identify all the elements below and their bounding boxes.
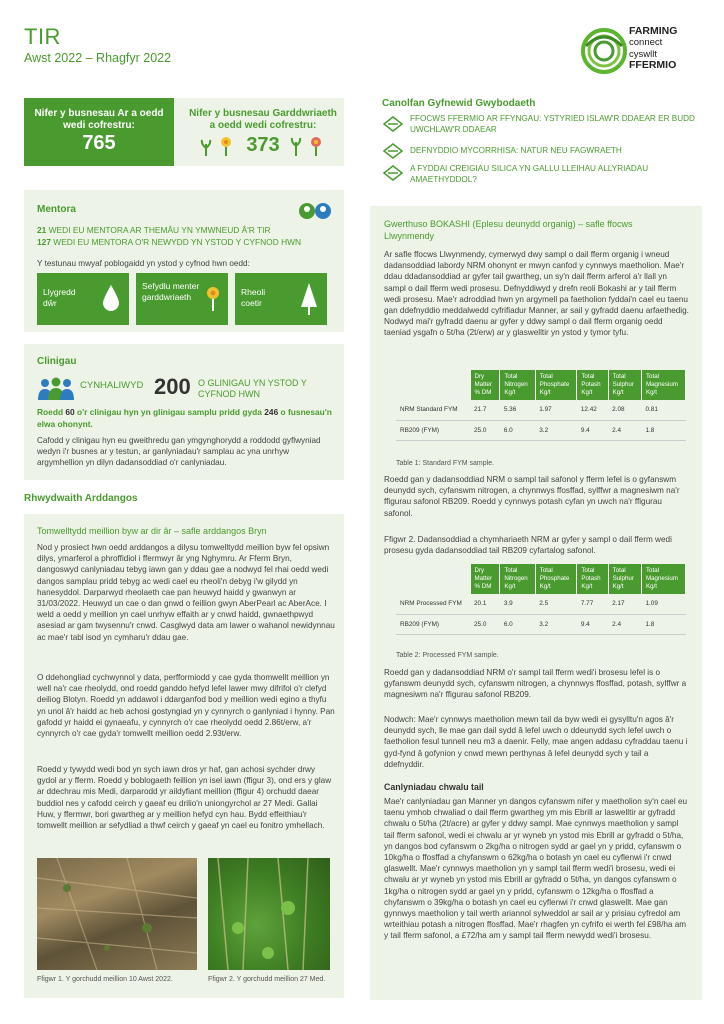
water-drop-icon xyxy=(101,283,121,313)
bokashi-p5: Nodwch: Mae'r cynnwys maetholion mewn tail da byw wedi ei gysylltu'n agos â'r deunydd sych, lle mae gan dail sydd â lefel uwch o ddeunydd sych lefel uwch o faetholion fesul tunnell neu m3 a daenir. Felly, mae angen addasu cyfraddau taenu i gyd-fynd â gofynion y cnwd mewn perthynas â lefel deunydd sych y tail a ddefnyddir. xyxy=(384,715,688,769)
rhwydwaith-p1: Nod y prosiect hwn oedd arddangos a dilysu tomwelltydd meillion byw fel opsiwn dilys, ymarferol a phroffidiol i ffermwyr âr yng Nghymru. Ar Fferm Bryn, dangoswyd canlyniadau tebyg iawn gan y ddau gae a nodwyd fel rhai oedd wedi dangos samplau pridd tebyg ac wedi cael eu rheoli'n debyg i'w gilydd yn hanesyddol. Darparwyd rheolaeth cae pan heuwyd haidd y gwanwyn ar 31/03/2022. Heuwyd un cae o dan gnwd o feillion gwyn AberPearl ac AberAce. I weld a oedd y meillion yn cael unrhyw effaith ar y cnwd haidd, gwnaethpwyd asesiad ar gam twysennu'r cnwd. Casglwyd data am lawer o wahanol newidynnau ac mae'r tabl isod yn cymharu'r ddau gae. xyxy=(37,543,335,642)
clinigau-body: Cafodd y clinigau hyn eu gweithredu gan ymgynghorydd a roddodd gyflwyniad wedyn i'r busnes ar y testun, ar ganlyniadau'r samplau ac yna unrhyw argymhellion yn dilyn dadansoddiad o'r canlyniadau. xyxy=(37,436,321,468)
clinigau-panel xyxy=(24,344,344,480)
rhwydwaith-subheading: Tomwelltydd meillion byw ar dir âr – safle arddangos Bryn xyxy=(37,526,267,536)
stat-hort-value: 373 xyxy=(246,134,280,156)
clinigau-supported-num: 200 xyxy=(154,374,191,399)
table2-header-1: Dry Matter % DM xyxy=(470,564,500,594)
table2-caption: Table 2: Processed FYM sample. xyxy=(396,652,499,659)
topic-woodland-label: Rheoli coetir xyxy=(241,287,266,308)
topic-water-label: Llygredd dŵr xyxy=(43,287,76,308)
group-people-icon xyxy=(37,376,75,400)
canolfan-item-1: FFOCWS FFERMIO AR FFYNGAU: YSTYRIED ISLAW'R DDAEAR ER BUDD UWCHLAW'R DDAEAR xyxy=(410,114,695,134)
results-heading: Canlyniadau chwalu tail xyxy=(384,782,484,792)
logo-swirl-icon xyxy=(580,24,628,78)
table1-header-4: Total Potash Kg/t xyxy=(577,370,608,400)
mentora-heading: Mentora xyxy=(37,204,76,215)
people-talk-icon xyxy=(296,198,334,224)
table-cell: 5.36 xyxy=(500,400,535,420)
photo1-caption: Ffigwr 1. Y gorchudd meillion 10 Awst 2022. xyxy=(37,976,173,983)
plants-icon xyxy=(200,136,240,156)
clinigau-line-a: Roedd xyxy=(37,407,66,417)
table2-header-3: Total Phosphate Kg/t xyxy=(535,564,577,594)
table1-header-3: Total Phosphate Kg/t xyxy=(535,370,577,400)
stat-horticulture xyxy=(182,98,344,166)
table2-header-0 xyxy=(396,564,470,594)
table-cell: 1.97 xyxy=(535,400,577,420)
table2-header-6: Total Magnesium Kg/t xyxy=(641,564,685,594)
stat-arable xyxy=(24,98,174,166)
bokashi-p6: Mae'r canlyniadau gan Manner yn dangos cyfanswm nifer y maetholion sy'n cael eu taenu ymhob chwaliad o dail fferm gwartheg ym mis Ebrill ar laswelltir ar gyfradd chwalu o 5t/ha (2t/acre) ar gyfer y ddwy sampl. Mae cynnwys maetholion y sampl tail fferm safonol, wedi ei chwalu ar yr wyneb yn ystod mis Ebrill ar gyfradd o 5t/ha, yn dangos bod cyfanswm o 2kg/ha o nitrogen sydd ar gael yn y pridd, cyfanswm o 10kg/ha o ffosffad a chyfanswm o 62kg/ha o botash yn cael eu cyflenwi i'r cnwd glaswellt. Mae'r cynnwys maetholion yn y sampl tail fferm wedi'i brosesu, wedi ei chwalu ar yr wyneb yn ystod mis Ebrill ar gyfradd o 5t/ha, yn dangos cyfanswm o 1kg/ha o nitrogen sydd ar gael yn y pridd, cyfanswm o 12kg/ha o ffosffad a chyfanswm o 39kg/ha o botash yn cael eu cyflenwi i'r cnwd glaswellt. Mae gan gynnwys maetholion y tail werth ariannol sylweddol ar sail ar y prisiau cyfredol am wrteithiau potash a nitrogen ffosffad. Mae'r rhagfen yn cyfrifo ei werth fel £98/ha am y tail fferm safonol, a £72/ha am y sampl tail fferm newydd wedi'i brosesu. xyxy=(384,797,688,941)
table2-header-4: Total Potash Kg/t xyxy=(577,564,608,594)
table1-header-0 xyxy=(396,370,470,400)
table-cell: 9.4 xyxy=(577,420,608,440)
fym-standard-table xyxy=(396,370,686,441)
table-cell: 3.2 xyxy=(535,614,577,634)
table1-caption: Table 1: Standard FYM sample. xyxy=(396,460,495,467)
mentora-text1: WEDI EU MENTORA AR THEMÂU YN YMWNEUD Â'R TIR xyxy=(46,225,271,235)
bokashi-p1: Ar safle ffocws Llwynmendy, cymerwyd dwy sampl o dail fferm organig i wneud dadansoddiad labordy NRM ohonynt er mwyn canfod y cynnwys maetholion. Mae'r ddau ddadansoddiad ar gyfer tail gwartheg, un sy'n dail fferm arferol a'r llall yn sampl o dail fferm wedi prosesu. Defnyddiwyd y drefn reoli Bokashi ar y tail fferm wedi prosesu. Mae'r adroddiad hwn yn argymell pa faetholion fyddai'n cael eu taenu gan ddefnyddio meddalwedd cyfrifiadur Manner, ar sail y gyfradd daenu arfaethedig. Nodwyd mai'r gyfradd daenu ar gyfer y ddwy sampl o dail fferm organig oedd taeniad ysgafn o 5t/ha (2t/erw) ar y glaswelltir yn ystod y tymor tyfu. xyxy=(384,250,689,338)
mentora-num1: 21 xyxy=(37,225,47,235)
table-cell: RB209 (FYM) xyxy=(396,420,470,440)
logo-line1: FARMING xyxy=(629,25,678,37)
table-row xyxy=(396,594,686,614)
topic-horticulture-enterprise xyxy=(136,273,228,325)
table-cell: NRM Processed FYM xyxy=(396,594,470,614)
table-row xyxy=(396,400,686,420)
stat-arable-label: Nifer y busnesau Ar a oedd wedi cofrestru: xyxy=(34,108,164,131)
page-title: TIR xyxy=(24,24,61,49)
table-cell: 2.5 xyxy=(535,594,577,614)
clinigau-supported-tail: O GLINIGAU YN YSTOD Y CYFNOD HWN xyxy=(198,378,307,399)
canolfan-item-2: DEFNYDDIO MYCORRHISA: NATUR NEU FAGWRAETH xyxy=(410,146,622,155)
table-row xyxy=(396,614,686,634)
page-subtitle: Awst 2022 – Rhagfyr 2022 xyxy=(24,51,172,65)
farming-connect-logo xyxy=(580,24,704,80)
table-cell: NRM Standard FYM xyxy=(396,400,470,420)
bokashi-title: Gwerthuso BOKASHI (Eplesu deunydd organig) – safle ffocws Llwynmendy xyxy=(384,219,633,241)
list-icon-1 xyxy=(382,115,404,133)
mentora-topics-intro: Y testunau mwyaf poblogaidd yn ystod y cyfnod hwn oedd: xyxy=(37,259,250,268)
canolfan-item-3: A FYDDAI CREIGIAU SILICA YN GALLU LLEIHAU ALLYRIADAU AMAETHYDDOL? xyxy=(410,164,649,184)
fym-processed-table xyxy=(396,564,686,635)
table1-header-2: Total Nitrogen Kg/t xyxy=(500,370,535,400)
table1-header-1: Dry Matter % DM xyxy=(470,370,500,400)
flower-icon xyxy=(204,285,222,311)
rhwydwaith-panel xyxy=(24,514,344,998)
logo-line3: cyswllt xyxy=(629,49,657,60)
table-cell: 2.17 xyxy=(608,594,641,614)
table1-header-5: Total Sulphur Kg/t xyxy=(608,370,641,400)
clinigau-line-c: o fusnesau'n elwa ohonynt. xyxy=(37,407,332,429)
logo-line4: FFERMIO xyxy=(629,59,677,71)
table-cell: RB209 (FYM) xyxy=(396,614,470,634)
rhwydwaith-p3: Roedd y tywydd wedi bod yn sych iawn dros yr haf, gan achosi sychder drwy gydol ar y fferm. Roedd y boblogaeth feillion yn isel iawn (ffigur 3), ond ers y glaw ar ddechrau mis Medi, darparodd yr aildyfiant meillion (ffigur 4) orchudd daear buddiol nes y cafodd ceirch y gaeaf eu drilio'n uniongyrchol ar 27 Medi. Gallai Huw, y ffermwr, bori gwartheg ar y meillion hefyd cyn hau. Bydd effeithiau'r tomwellt meillion ar sefydliad a thwf ceirch y gaeaf yn cael eu fonitro ymhellach. xyxy=(37,765,332,831)
table-cell: 25.0 xyxy=(470,614,500,634)
photo2-caption: Ffigwr 2. Y gorchudd meillion 27 Med. xyxy=(208,976,326,983)
table-cell: 1.8 xyxy=(641,420,685,440)
table2-header-5: Total Sulphur Kg/t xyxy=(608,564,641,594)
bokashi-p4: Roedd gan y dadansoddiad NRM o'r sampl tail fferm wedi'i brosesu lefel is o gyfanswm deunydd sych, cyfanswm nitrogen, a chynnwys ffosffad, potash, sylffwr a magnesiwm na'r ffigurau safonol RB209. xyxy=(384,668,687,700)
list-icon-3 xyxy=(382,164,404,182)
table-row xyxy=(396,420,686,440)
flower-plant-icon xyxy=(286,136,326,156)
tree-icon xyxy=(299,281,319,315)
table-cell: 21.7 xyxy=(470,400,500,420)
table-cell: 1.09 xyxy=(641,594,685,614)
table-cell: 3.9 xyxy=(500,594,535,614)
rhwydwaith-p2: O ddehongliad cychwynnol y data, perfformiodd y cae gyda thomwellt meillion yn well na'r cae rheolydd, ond roedd ganddo hefyd lefel lawer mwy difrifol o'r clefyd deiliog Blotyn. Roedd yn addawol i ddarganfod bod y meillion wedi egino a thyfu yn unol â'r haidd ac heb achosi gostyngiad yn y cynnyrch o ganlyniad i hynny. Pan gafodd yr haidd ei gynaeafu, y cynnyrch o'r cae rheolydd oedd 2.86t/erw, a'r cynnyrch o'r cae gyda'r tomwellt meillion oedd 2.93t/erw. xyxy=(37,673,335,739)
table-cell: 2.4 xyxy=(608,420,641,440)
table2-header-2: Total Nitrogen Kg/t xyxy=(500,564,535,594)
bokashi-p2: Roedd gan y dadansoddiad NRM o sampl tail safonol y fferm lefel is o gyfanswm deunydd sych, cyfanswm nitrogen, a chynnwys ffosffad, sylffwr a magnesiwm na'r ffigurau safonol RB209. Roedd y cynnwys potash cyfan yn uwch na'r ffigurau safonol. xyxy=(384,475,680,518)
rhwydwaith-heading: Rhwydwaith Arddangos xyxy=(24,493,138,504)
table-cell: 12.42 xyxy=(577,400,608,420)
topic-woodland xyxy=(235,273,327,325)
clover-photo-august xyxy=(37,858,197,970)
table-cell: 9.4 xyxy=(577,614,608,634)
stat-arable-value: 765 xyxy=(82,132,116,154)
table-cell: 25.0 xyxy=(470,420,500,440)
clover-photo-september xyxy=(208,858,330,970)
table-cell: 7.77 xyxy=(577,594,608,614)
table-cell: 6.0 xyxy=(500,420,535,440)
table-cell: 0.81 xyxy=(641,400,685,420)
table1-header-6: Total Magnesium Kg/t xyxy=(641,370,685,400)
mentora-text2: WEDI EU MENTORA O'R NEWYDD YN YSTOD Y CYFNOD HWN xyxy=(50,236,302,247)
table-cell: 2.4 xyxy=(608,614,641,634)
stat-hort-label: Nifer y busnesau Garddwriaeth a oedd wedi cofrestru: xyxy=(189,108,337,131)
clinigau-num-a: 60 xyxy=(65,407,75,417)
clinigau-num-b: 246 xyxy=(264,407,279,417)
table-cell: 2.08 xyxy=(608,400,641,420)
clinigau-supported-label: CYNHALIWYD xyxy=(80,380,144,391)
bokashi-p3: Ffigwr 2. Dadansoddiad a chymhariaeth NRM ar gyfer y sampl o dail fferm wedi prosesu gyda dadansoddiad tail RB209 cyfartalog safonol. xyxy=(384,535,672,556)
logo-line2: connect xyxy=(629,37,663,48)
clinigau-heading: Clinigau xyxy=(37,356,77,367)
mentora-num2: 127 xyxy=(37,236,51,247)
table-cell: 20.1 xyxy=(470,594,500,614)
table-cell: 1.8 xyxy=(641,614,685,634)
bokashi-panel xyxy=(370,206,702,1000)
list-icon-2 xyxy=(382,142,404,160)
table-cell: 3.2 xyxy=(535,420,577,440)
canolfan-heading: Canolfan Gyfnewid Gwybodaeth xyxy=(382,98,536,109)
topic-horti-label: Sefydlu menter garddwriaeth xyxy=(142,281,200,302)
table-cell: 6.0 xyxy=(500,614,535,634)
topic-water-pollution xyxy=(37,273,129,325)
clinigau-line-b: o'r clinigau hyn yn glinigau samplu pridd gyda xyxy=(74,407,265,417)
